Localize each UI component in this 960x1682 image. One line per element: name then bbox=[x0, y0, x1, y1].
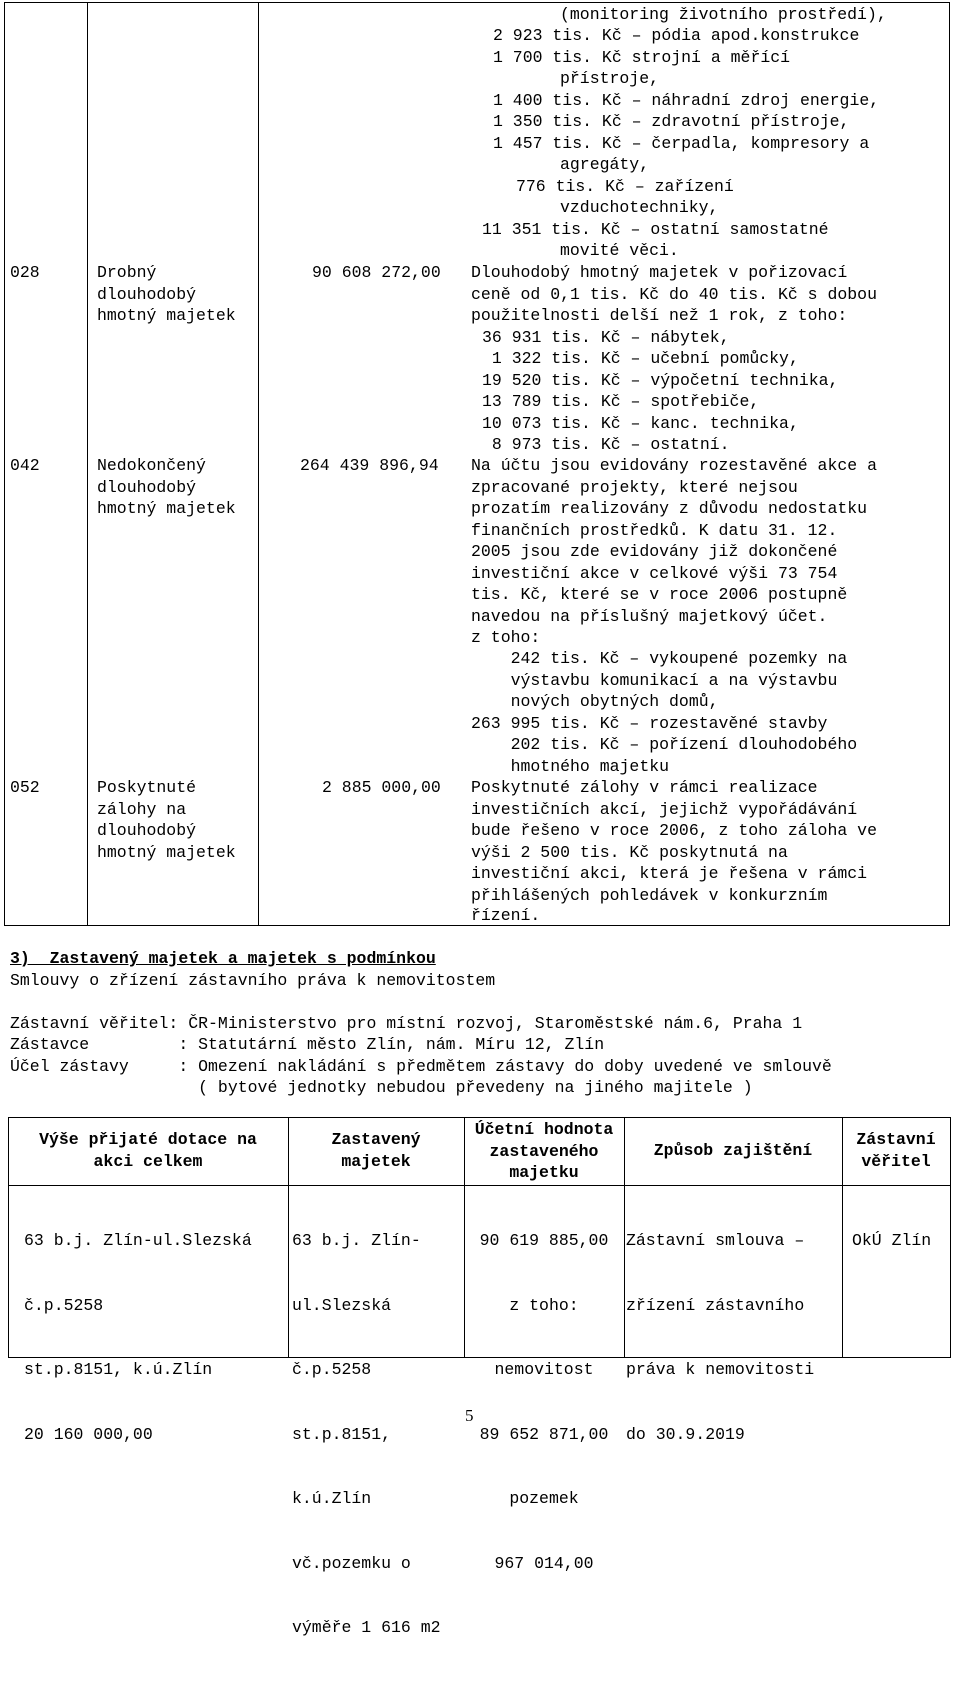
description-line: výši 2 500 tis. Kč poskytnutá na bbox=[471, 843, 788, 862]
cell-line: 20 160 000,00 bbox=[24, 1424, 153, 1444]
text-line: 1 457 tis. Kč – čerpadla, kompresory a bbox=[493, 134, 870, 153]
cell-line: č.p.5258 bbox=[24, 1295, 104, 1315]
cell-creditor bbox=[852, 1187, 931, 1295]
cell-line: 967 014,00 bbox=[494, 1553, 594, 1573]
description-line: přihlášených pohledávek v konkurzním bbox=[471, 886, 828, 905]
header-line: Účetní hodnota bbox=[474, 1120, 614, 1139]
description-line: finančních prostředků. K datu 31. 12. bbox=[471, 521, 838, 540]
description-line: prozatím realizovány z důvodu nedostatku bbox=[471, 499, 868, 518]
cell-line: Zástavní smlouva – bbox=[626, 1231, 805, 1250]
description-line: zpracované projekty, které nejsou bbox=[471, 478, 798, 497]
account-name: Drobný bbox=[97, 263, 157, 282]
pledge-creditor-line: Zástavní věřitel: ČR-Ministerstvo pro místní rozvoj, Staroměstské nám.6, Praha 1 bbox=[10, 1014, 803, 1033]
text-line: agregáty, bbox=[560, 155, 650, 174]
account-name: Poskytnuté bbox=[97, 778, 197, 797]
header-line: zastaveného bbox=[489, 1141, 599, 1161]
cell-line: do 30.9.2019 bbox=[626, 1424, 745, 1444]
cell-line: nemovitost bbox=[494, 1360, 594, 1379]
pledge-purpose-line: ( bytové jednotky nebudou převedeny na jiného majitele ) bbox=[10, 1078, 753, 1097]
account-code: 028 bbox=[10, 263, 40, 282]
account-code: 052 bbox=[10, 778, 40, 797]
text-line: movité věci. bbox=[560, 241, 679, 260]
account-code: 042 bbox=[10, 456, 40, 475]
header-subsidy bbox=[8, 1129, 288, 1172]
section-heading: 3) Zastavený majetek a majetek s podmínkou bbox=[10, 949, 436, 968]
section-subheading: Smlouvy o zřízení zástavního práva k nemovitostem bbox=[10, 971, 496, 990]
text-line: 1 700 tis. Kč strojní a měřící bbox=[493, 48, 791, 67]
cell-book-value bbox=[464, 1187, 624, 1617]
description-line: 1 322 tis. Kč – učební pomůcky, bbox=[482, 349, 799, 368]
description-line: ceně od 0,1 tis. Kč do 40 tis. Kč s dobou bbox=[471, 285, 877, 304]
cell-line: OkÚ Zlín bbox=[852, 1231, 932, 1250]
cell-line: 90 619 885,00 bbox=[479, 1231, 609, 1250]
header-pledged-asset bbox=[288, 1129, 464, 1172]
description-line: výstavbu komunikací a na výstavbu bbox=[471, 671, 838, 690]
cell-line: st.p.8151, k.ú.Zlín bbox=[24, 1360, 213, 1379]
cell-line: výměře 1 616 m2 bbox=[292, 1618, 441, 1637]
description-line: investičních akcí, jejichž vypořádávání bbox=[471, 800, 858, 819]
description-line: navedou na příslušný majetkový účet. bbox=[471, 607, 828, 626]
description-line: investiční akce v celkové výši 73 754 bbox=[471, 564, 838, 583]
description-line: řízení. bbox=[471, 906, 541, 925]
cell-line: pozemek bbox=[509, 1489, 579, 1508]
description-line: 8 973 tis. Kč – ostatní. bbox=[482, 435, 730, 454]
cell-pledged-asset bbox=[292, 1187, 441, 1682]
cell-line: práva k nemovitosti bbox=[626, 1360, 815, 1379]
description-line: hmotného majetku bbox=[471, 757, 670, 776]
description-line: 13 789 tis. Kč – spotřebiče, bbox=[482, 392, 760, 411]
header-line: akci celkem bbox=[93, 1151, 203, 1171]
header-creditor bbox=[842, 1129, 950, 1172]
amount: 2 885 000,00 bbox=[322, 778, 441, 797]
description-line: nových obytných domů, bbox=[471, 692, 719, 711]
description-line: Dlouhodobý hmotný majetek v pořizovací bbox=[471, 263, 848, 282]
description-line: použitelnosti delší než 1 rok, z toho: bbox=[471, 306, 848, 325]
description-line: 10 073 tis. Kč – kanc. technika, bbox=[482, 414, 799, 433]
description-line: Na účtu jsou evidovány rozestavěné akce a bbox=[471, 456, 877, 475]
account-name: hmotný majetek bbox=[97, 499, 236, 518]
description-line: 36 931 tis. Kč – nábytek, bbox=[482, 328, 730, 347]
cell-subsidy bbox=[24, 1187, 252, 1488]
cell-line: z toho: bbox=[509, 1295, 579, 1315]
header-line: Způsob zajištění bbox=[653, 1141, 813, 1160]
header-line: věřitel bbox=[861, 1151, 931, 1171]
description-line: 263 995 tis. Kč – rozestavěné stavby bbox=[471, 714, 828, 733]
description-line: 242 tis. Kč – vykoupené pozemky na bbox=[471, 649, 848, 668]
cell-line: 63 b.j. Zlín-ul.Slezská bbox=[24, 1231, 252, 1250]
text-line: 2 923 tis. Kč – pódia apod.konstrukce bbox=[493, 26, 860, 45]
account-name: dlouhodobý bbox=[97, 478, 197, 497]
cell-line: 89 652 871,00 bbox=[479, 1424, 609, 1444]
description-line: z toho: bbox=[471, 628, 541, 647]
cell-line: ul.Slezská bbox=[292, 1295, 392, 1315]
amount: 90 608 272,00 bbox=[312, 263, 441, 282]
header-security-type bbox=[624, 1140, 842, 1162]
header-line: majetku bbox=[509, 1163, 579, 1182]
cell-line: vč.pozemku o bbox=[292, 1553, 411, 1573]
text-line: 1 350 tis. Kč – zdravotní přístroje, bbox=[493, 112, 850, 131]
text-line: vzduchotechniky, bbox=[560, 198, 719, 217]
cell-line: st.p.8151, bbox=[292, 1424, 392, 1444]
description-line: 202 tis. Kč – pořízení dlouhodobého bbox=[471, 735, 858, 754]
header-line: majetek bbox=[341, 1151, 411, 1171]
page-number: 5 bbox=[465, 1406, 474, 1425]
account-name: zálohy na bbox=[97, 800, 187, 819]
cell-line: zřízení zástavního bbox=[626, 1295, 805, 1315]
text-line: 11 351 tis. Kč – ostatní samostatné bbox=[482, 220, 829, 239]
text-line: 1 400 tis. Kč – náhradní zdroj energie, bbox=[493, 91, 880, 110]
pledger-line: Zástavce : Statutární město Zlín, nám. Míru 12, Zlín bbox=[10, 1035, 605, 1054]
header-book-value bbox=[464, 1119, 624, 1184]
account-name: hmotný majetek bbox=[97, 306, 236, 325]
cell-line: č.p.5258 bbox=[292, 1360, 372, 1379]
text-line: přístroje, bbox=[560, 69, 660, 88]
cell-line: k.ú.Zlín bbox=[292, 1489, 372, 1508]
description-line: Poskytnuté zálohy v rámci realizace bbox=[471, 778, 818, 797]
text-line: (monitoring životního prostředí), bbox=[560, 5, 887, 24]
header-line: Zástavní bbox=[856, 1130, 936, 1149]
description-line: 2005 jsou zde evidovány již dokončené bbox=[471, 542, 838, 561]
cell-line: 63 b.j. Zlín- bbox=[292, 1231, 421, 1250]
amount: 264 439 896,94 bbox=[300, 456, 439, 475]
description-line: 19 520 tis. Kč – výpočetní technika, bbox=[482, 371, 839, 390]
account-name: hmotný majetek bbox=[97, 843, 236, 862]
account-name: dlouhodobý bbox=[97, 821, 197, 840]
description-line: tis. Kč, které se v roce 2006 postupně bbox=[471, 585, 848, 604]
header-line: Výše přijaté dotace na bbox=[39, 1130, 257, 1149]
description-line: investiční akci, která je řešena v rámci bbox=[471, 864, 868, 883]
text-line: 776 tis. Kč – zařízení bbox=[516, 177, 734, 196]
account-name: Nedokončený bbox=[97, 456, 206, 475]
cell-security-type bbox=[626, 1187, 814, 1488]
pledge-purpose-line: Účel zástavy : Omezení nakládání s předmětem zástavy do doby uvedené ve smlouvě bbox=[10, 1057, 832, 1076]
header-line: Zastavený bbox=[331, 1130, 421, 1149]
description-line: bude řešeno v roce 2006, z toho záloha ve bbox=[471, 821, 877, 840]
account-name: dlouhodobý bbox=[97, 285, 197, 304]
